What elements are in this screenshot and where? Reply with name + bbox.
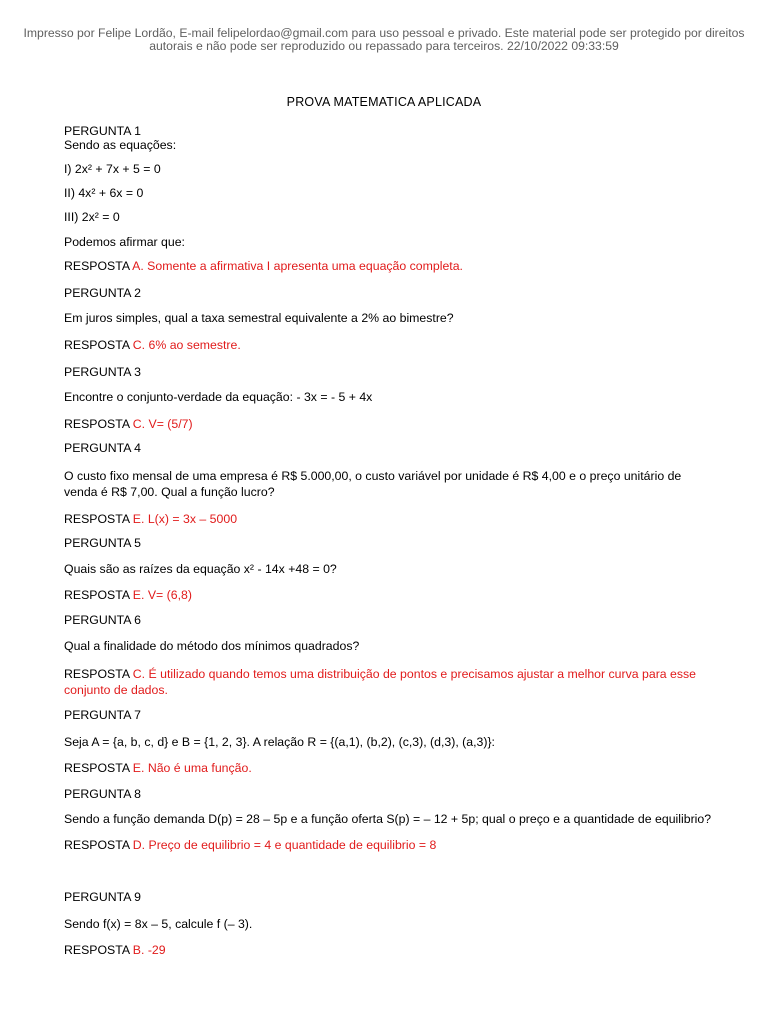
question-7-answer-text: E. Não é uma função.: [132, 761, 252, 775]
question-6-answer-text-line-1: C. É utilizado quando temos uma distribuição de pontos e precisamos ajustar a melhor curva para esse: [132, 667, 697, 681]
question-5-answer-text: E. V= (6,8): [132, 588, 192, 602]
question-1-answer: [64, 258, 724, 274]
question-9-text: Sendo f(x) = 8x – 5, calcule f (– 3).: [64, 917, 253, 931]
answer-label: RESPOSTA: [64, 417, 130, 431]
question-1-equation-1: I) 2x² + 7x + 5 = 0: [64, 162, 161, 176]
question-8-answer-text: D. Preço de equilibrio = 4 e quantidade de equilibrio = 8: [132, 838, 437, 852]
question-3-label: PERGUNTA 3: [64, 365, 141, 379]
question-8-text: Sendo a função demanda D(p) = 28 – 5p e a função oferta S(p) = – 12 + 5p; qual o preço e a quantidade de equilibrio?: [64, 812, 712, 826]
answer-label: RESPOSTA: [64, 512, 130, 526]
question-9-label: PERGUNTA 9: [64, 890, 141, 904]
question-3-text: Encontre o conjunto-verdade da equação: - 3x = - 5 + 4x: [64, 390, 373, 404]
document-title: PROVA MATEMATICA APLICADA: [286, 95, 482, 109]
question-3-answer: [64, 416, 724, 432]
answer-label: RESPOSTA: [64, 943, 130, 957]
print-notice: [20, 27, 748, 53]
question-6-text: Qual a finalidade do método dos mínimos quadrados?: [64, 639, 360, 653]
question-4-text-line-1: O custo fixo mensal de uma empresa é R$ 5.000,00, o custo variável por unidade é R$ 4,00 e o preço unitário de: [64, 469, 682, 483]
question-7-label: PERGUNTA 7: [64, 708, 141, 722]
question-4-answer-text: E. L(x) = 3x – 5000: [132, 512, 238, 526]
question-8-label: PERGUNTA 8: [64, 787, 141, 801]
question-4-answer: [64, 511, 724, 527]
answer-label: RESPOSTA: [64, 667, 130, 681]
question-2-label: PERGUNTA 2: [64, 286, 141, 300]
question-7-text: Seja A = {a, b, c, d} e B = {1, 2, 3}. A relação R = {(a,1), (b,2), (c,3), (d,3), (a,3)}:: [64, 735, 495, 749]
question-5-label: PERGUNTA 5: [64, 536, 141, 550]
question-1-text-2: Podemos afirmar que:: [64, 235, 185, 249]
question-2-answer: [64, 337, 724, 353]
print-notice-line-1: Impresso por Felipe Lordão, E-mail felipelordao@gmail.com para uso pessoal e privado. Este material pode ser protegido por direitos: [23, 26, 745, 40]
question-2-text: Em juros simples, qual a taxa semestral equivalente a 2% ao bimestre?: [64, 311, 454, 325]
question-9-answer: [64, 942, 724, 958]
question-1-text: Sendo as equações:: [64, 138, 177, 152]
question-6-label: PERGUNTA 6: [64, 613, 141, 627]
question-8-answer: [64, 837, 724, 853]
question-4-label: PERGUNTA 4: [64, 441, 141, 455]
question-7-answer: [64, 760, 724, 776]
question-5-text: Quais são as raízes da equação x² - 14x +48 = 0?: [64, 562, 337, 576]
question-9-answer-text: B. -29: [132, 943, 166, 957]
question-4-text-line-2: venda é R$ 7,00. Qual a função lucro?: [64, 485, 275, 499]
print-notice-line-2: autorais e não pode ser reproduzido ou repassado para terceiros. 22/10/2022 09:33:59: [149, 39, 619, 53]
answer-label: RESPOSTA: [64, 588, 130, 602]
question-3-answer-text: C. V= (5/7): [132, 417, 193, 431]
answer-label: RESPOSTA: [64, 338, 130, 352]
question-1-equation-3: III) 2x² = 0: [64, 210, 120, 224]
question-5-answer: [64, 587, 724, 603]
answer-label: RESPOSTA: [64, 838, 130, 852]
question-1-label: PERGUNTA 1: [64, 124, 141, 138]
question-1-equation-2: II) 4x² + 6x = 0: [64, 186, 144, 200]
question-6-answer: [64, 666, 724, 682]
question-6-answer-text-line-2: conjunto de dados.: [64, 683, 168, 697]
answer-label: RESPOSTA: [64, 761, 130, 775]
question-2-answer-text: C. 6% ao semestre.: [132, 338, 241, 352]
answer-label: RESPOSTA: [64, 259, 130, 273]
question-1-answer-text: A. Somente a afirmativa I apresenta uma equação completa.: [132, 259, 463, 273]
